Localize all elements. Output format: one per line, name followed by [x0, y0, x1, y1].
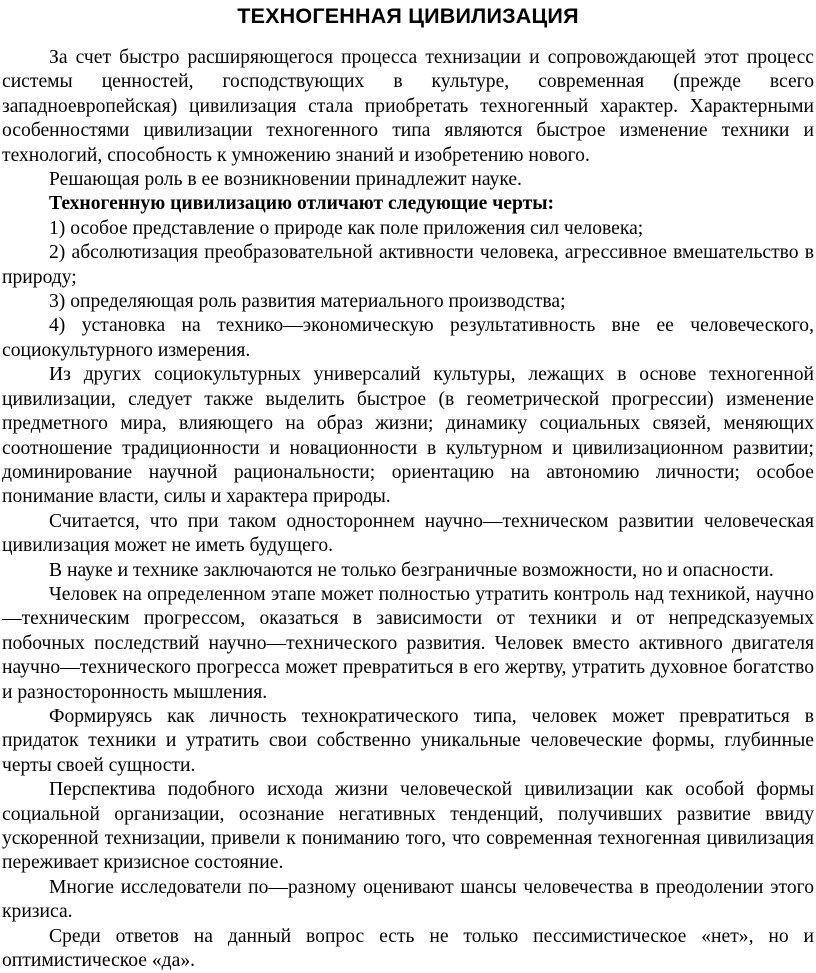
paragraph-dangers: В науке и технике заключаются не только безграничные возможности, но и опасности. [49, 559, 774, 581]
paragraph-future: Считается, что при таком одностороннем научно—техническом развитии человеческая цивилизация может не иметь будущего. [2, 510, 814, 557]
paragraph-crisis: Перспектива подобного исхода жизни человеческой цивилизации как особой формы социальной организации, осознание негативных тенденций, получивших развитие ввиду ускоренной технизации, привели к пониманию того, что современная техногенная цивилизация переживает кризисное состояние. [2, 779, 814, 874]
paragraph-technocratic: Формируясь как личность технократического типа, человек может превратиться в придаток техники и утратить свои собственно уникальные человеческие формы, глубинные черты своей сущности. [2, 705, 814, 776]
paragraph-researchers: Многие исследователи по—разному оценивают шансы человечества в преодолении этого кризиса. [2, 876, 814, 923]
list-item-feature-1: 1) особое представление о природе как поле приложения сил человека; [49, 217, 644, 239]
list-item-feature-3: 3) определяющая роль развития материального производства; [49, 291, 566, 313]
paragraph-control: Человек на определенном этапе может полностью утратить контроль над техникой, научно—техническим прогрессом, оказаться в зависимости от техники и от непредсказуемых побочных последствий научно—технического развития. Человек вместо активного двигателя научно—технического прогресса может превратиться в его жертву, утратить духовное богатство и разносторонность мышления. [2, 583, 814, 703]
list-item-feature-2: 2) абсолютизация преобразовательной активности человека, агрессивное вмешательство в природу; [2, 242, 814, 288]
paragraph-features-heading: Техногенную цивилизацию отличают следующие черты: [49, 193, 555, 215]
paragraph-answers: Среди ответов на данный вопрос есть не только пессимистическое «нет», но и оптимистическое «да». [2, 925, 814, 972]
paragraph-intro: За счет быстро расширяющегося процесса технизации и сопровождающей этот процесс системы ценностей, господствующих в культуре, современная (прежде всего западноевропейская) цивилизация стала приобретать техногенный характер. Характерными особенностями цивилизации техногенного типа являются быстрое изменение техники и технологий, способность к умножению знаний и изобретению нового. [2, 47, 814, 166]
list-item-feature-4: 4) установка на технико—экономическую результативность вне ее человеческого, социокультурного измерения. [2, 315, 814, 361]
document-title: ТЕХНОГЕННАЯ ЦИВИЛИЗАЦИЯ [237, 4, 579, 28]
paragraph-science-role: Решающая роль в ее возникновении принадлежит науке. [49, 169, 522, 191]
paragraph-universals: Из других социокультурных универсалий культуры, лежащих в основе техногенной цивилизации, следует также выделить быстрое (в геометрической прогрессии) изменение предметного мира, влияющего на образ жизни; динамику социальных связей, меняющих соотношение традиционности и новационности в культурном и цивилизационном развитии; доминирование научной рациональности; ориентацию на автономию личности; особое понимание власти, силы и характера природы. [2, 364, 814, 508]
